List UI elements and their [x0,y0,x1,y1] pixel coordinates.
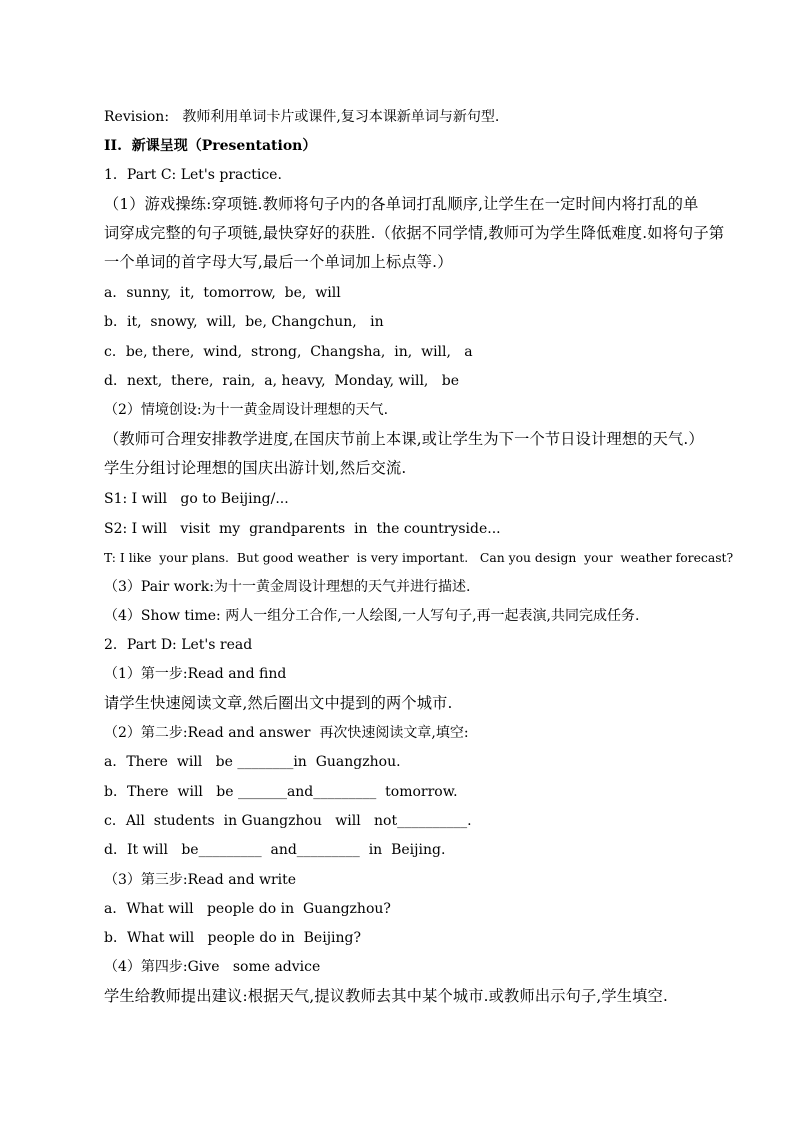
revision-line: Revision: 教师利用单词卡片或课件,复习本课新单词与新句型. [104,109,500,125]
step-four-heading: （4）第四步:Give some advice [104,959,321,975]
paragraph-line: （1）游戏操练:穿项链.教师将句子内的各单词打乱顺序,让学生在一定时间内将打乱的单 [104,195,699,213]
dialogue-line-s1: S1: I will go to Beijing/... [104,491,289,507]
exercise-item-d: d．next, there, rain, a, heavy, Monday, will, be [104,373,459,389]
fill-blank-item-a: a．There will be ________in Guangzhou. [104,754,401,770]
paragraph-line: （4）Show time: 两人一组分工合作,一人绘图,一人写句子,再一起表演,共同完成任务. [104,608,640,624]
fill-blank-item-d: d．It will be_________ and_________ in Beijing. [104,842,446,858]
step-three-heading: （3）第三步:Read and write [104,872,297,888]
step-one-heading: （1）第一步:Read and find [104,666,287,682]
dialogue-line-s2: S2: I will visit my grandparents in the countryside... [104,521,501,537]
paragraph-line: 学生给教师提出建议:根据天气,提议教师去其中某个城市.或教师出示句子,学生填空. [104,987,668,1005]
exercise-item-b: b．it, snowy, will, be, Changchun, in [104,314,384,330]
exercise-item-c: c．be, there, wind, strong, Changsha, in, will, a [104,344,473,360]
paragraph-line: （教师可合理安排教学进度,在国庆节前上本课,或让学生为下一个节日设计理想的天气.） [104,430,704,448]
question-item-a: a．What will people do in Guangzhou? [104,901,391,917]
paragraph-line: 词穿成完整的句子项链,最快穿好的获胜.（依据不同学情,教师可为学生降低难度.如将句子第 [104,224,725,242]
fill-blank-item-b: b．There will be _______and_________ tomorrow. [104,784,458,800]
paragraph-line: 学生分组讨论理想的国庆出游计划,然后交流. [104,459,407,477]
part-d-heading: 2．Part D: Let's read [104,637,253,653]
question-item-b: b．What will people do in Beijing? [104,930,361,946]
dialogue-line-t: T: I like your plans. But good weather is very important. Can you design your weather forecast? [104,551,734,565]
part-c-heading: 1．Part C: Let's practice. [104,167,282,183]
fill-blank-item-c: c．All students in Guangzhou will not__________. [104,813,472,829]
paragraph-line: （3）Pair work:为十一黄金周设计理想的天气并进行描述. [104,579,471,595]
step-two-heading: （2）第二步:Read and answer 再次快速阅读文章,填空: [104,725,469,741]
paragraph-line: 一个单词的首字母大写,最后一个单词加上标点等.） [104,253,453,271]
paragraph-line: （2）情境创设:为十一黄金周设计理想的天气. [104,402,389,418]
section-heading-presentation: II. 新课呈现（Presentation） [104,138,317,154]
paragraph-line: 请学生快速阅读文章,然后圈出文中提到的两个城市. [104,694,453,712]
exercise-item-a: a．sunny, it, tomorrow, be, will [104,285,341,301]
